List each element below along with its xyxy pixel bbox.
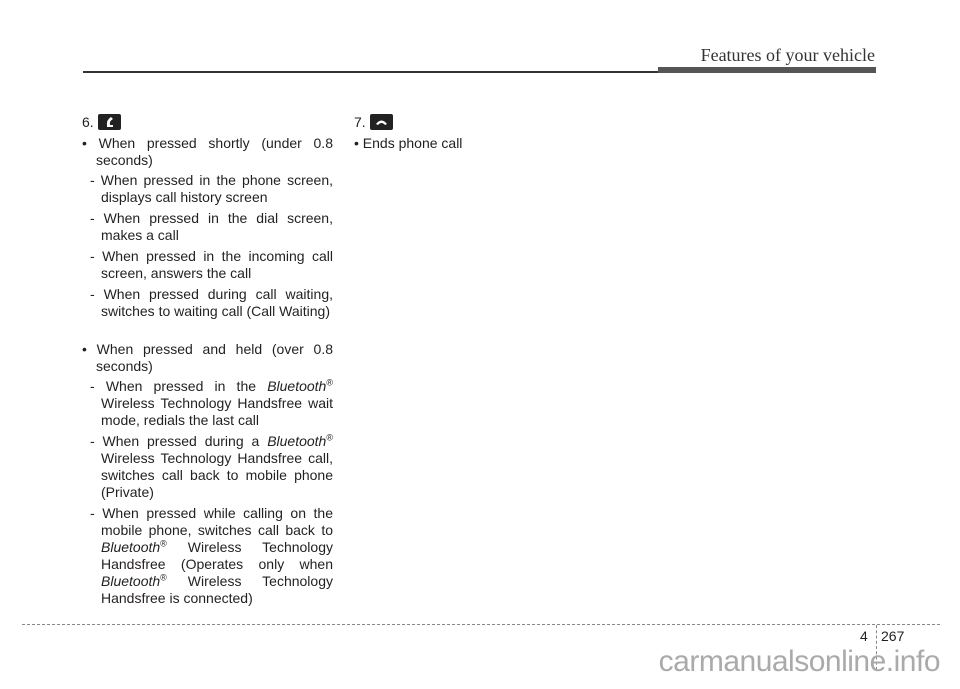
sub-wait-mode: - When pressed in the Bluetooth® Wireless Technology Handsfree wait mode, redials the last call	[90, 377, 333, 428]
item-number: 6.	[82, 114, 94, 130]
sub-mobile-phone: - When pressed while calling on the mobile phone, switches call back to Bluetooth® Wireless Technology Handsfree (Operates only when Bluetooth® Wireless Technology Handsfree is connected)	[90, 505, 333, 606]
sub-handsfree-call: - When pressed during a Bluetooth® Wireless Technology Handsfree call, switches call back to mobile phone (Private)	[90, 432, 333, 500]
page-number: 267	[881, 628, 905, 644]
watermark: carmanualsonline.info	[658, 645, 940, 678]
item-number: 7.	[354, 114, 366, 130]
item-6-heading	[82, 114, 121, 130]
header-rule	[83, 71, 658, 73]
section-number: 4	[860, 628, 868, 644]
call-end-icon	[370, 114, 393, 130]
header-bar	[658, 67, 876, 73]
footer-rule	[22, 624, 940, 625]
bullet-long-press: • When pressed and held (over 0.8 seconds)	[82, 341, 333, 374]
sub-call-waiting: - When pressed during call waiting, switches to waiting call (Call Waiting)	[90, 286, 333, 319]
header-title: Features of your vehicle	[700, 45, 875, 65]
call-answer-icon	[98, 114, 121, 130]
bullet-ends-call: • Ends phone call	[354, 135, 463, 151]
sub-dial-screen: - When pressed in the dial screen, makes a call	[90, 210, 333, 243]
item-7-heading	[354, 114, 393, 130]
sub-incoming-call: - When pressed in the incoming call screen, answers the call	[90, 248, 333, 281]
sub-phone-screen: - When pressed in the phone screen, displays call history screen	[90, 172, 333, 205]
bullet-short-press: • When pressed shortly (under 0.8 seconds)	[82, 135, 333, 168]
